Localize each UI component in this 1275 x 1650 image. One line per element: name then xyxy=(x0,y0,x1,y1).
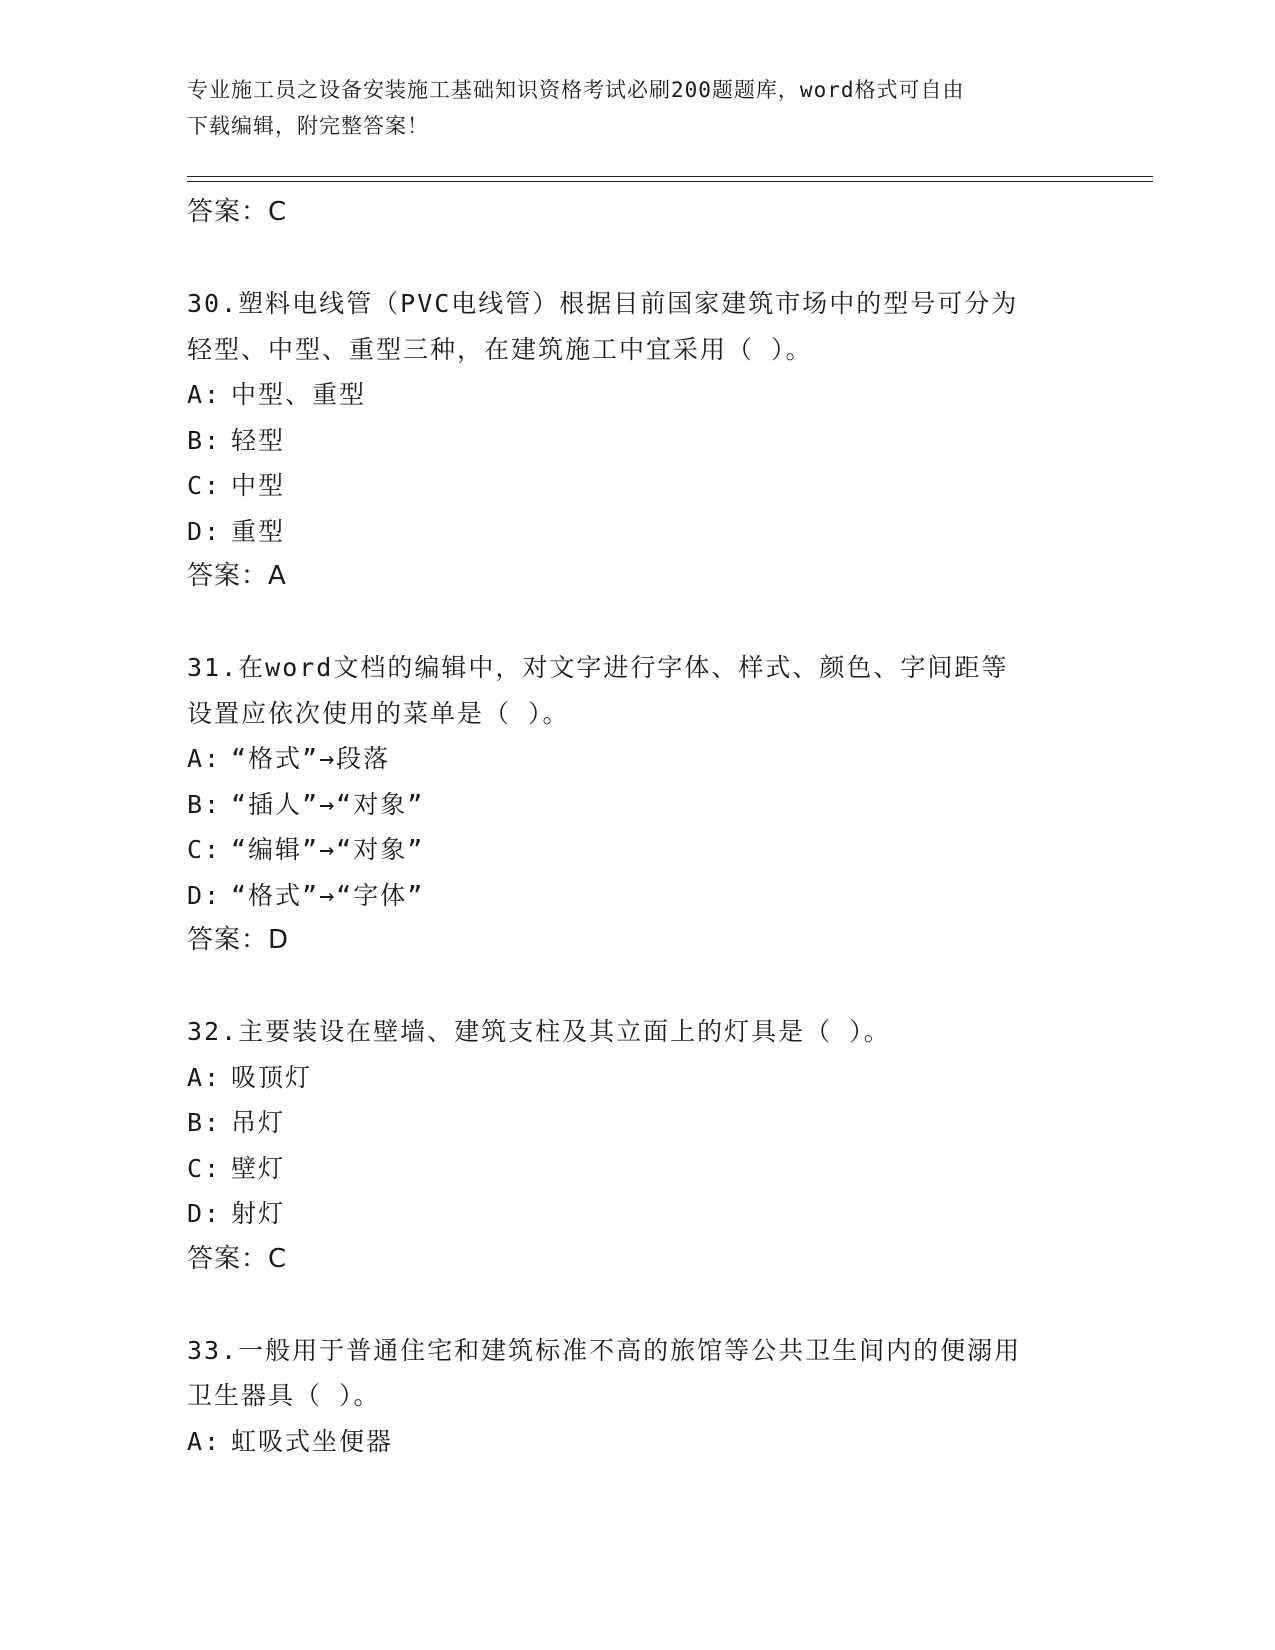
question-stem: 30.塑料电线管（PVC电线管）根据目前国家建筑市场中的型号可分为 xyxy=(187,289,1019,318)
option-text: 重型 xyxy=(231,516,286,546)
question-stem: 33.一般用于普通住宅和建筑标准不高的旅馆等公共卫生间内的便溺用 xyxy=(187,1335,1022,1365)
question-33 xyxy=(187,1328,1087,1465)
option-text: 吸顶灯 xyxy=(231,1062,313,1092)
spacer xyxy=(187,1282,1087,1328)
option-key: D: xyxy=(187,1199,222,1228)
answer: 答案：C xyxy=(187,1243,288,1274)
question-stem: 轻型、中型、重型三种，在建筑施工中宜采用（ ）。 xyxy=(187,334,813,364)
option-key: C: xyxy=(187,471,222,500)
spacer xyxy=(187,236,1087,282)
option-d xyxy=(187,873,1087,919)
option-d xyxy=(187,509,1087,555)
option-a xyxy=(187,372,1087,418)
option-a xyxy=(187,736,1087,782)
option-text: 虹吸式坐便器 xyxy=(231,1426,394,1456)
question-stem: 31.在word文档的编辑中，对文字进行字体、样式、颜色、字间距等 xyxy=(187,653,1009,682)
option-key: B: xyxy=(187,425,222,455)
option-d xyxy=(187,1191,1087,1237)
option-b xyxy=(187,1100,1087,1146)
option-text: 轻型 xyxy=(231,425,286,455)
header-rule-top xyxy=(187,176,1153,177)
spacer xyxy=(187,964,1087,1010)
option-key: D: xyxy=(187,516,222,546)
option-key: D: xyxy=(187,880,222,910)
option-text: 中型、重型 xyxy=(231,380,367,409)
header-line-2: 下载编辑，附完整答案！ xyxy=(187,114,429,138)
option-text: 中型 xyxy=(231,471,286,500)
option-key: A: xyxy=(187,380,222,409)
option-key: A: xyxy=(187,744,222,773)
page-header xyxy=(187,72,1067,144)
option-text: “编辑”→“对象” xyxy=(231,835,425,864)
question-stem: 设置应依次使用的菜单是（ ）。 xyxy=(187,698,570,728)
option-text: “格式”→段落 xyxy=(231,744,391,773)
answer: 答案：A xyxy=(187,561,287,591)
option-text: 壁灯 xyxy=(231,1153,286,1183)
option-a xyxy=(187,1419,1087,1465)
question-stem: 32.主要装设在壁墙、建筑支柱及其立面上的灯具是（ ）。 xyxy=(187,1017,891,1046)
header-rule-bottom xyxy=(187,181,1153,182)
option-text: 吊灯 xyxy=(231,1108,286,1137)
question-list xyxy=(187,190,1087,1464)
option-b xyxy=(187,418,1087,464)
question-31 xyxy=(187,645,1087,964)
option-a xyxy=(187,1055,1087,1101)
option-key: C: xyxy=(187,835,222,864)
answer: 答案：D xyxy=(187,925,290,955)
answer-previous: 答案：C xyxy=(187,197,288,227)
option-text: 射灯 xyxy=(231,1199,286,1228)
question-32 xyxy=(187,1009,1087,1282)
option-b xyxy=(187,782,1087,828)
question-30 xyxy=(187,281,1087,600)
spacer xyxy=(187,600,1087,646)
question-stem: 卫生器具（ ）。 xyxy=(187,1381,381,1410)
option-key: A: xyxy=(187,1062,222,1092)
option-c xyxy=(187,1146,1087,1192)
option-key: A: xyxy=(187,1426,222,1456)
option-key: B: xyxy=(187,789,222,819)
option-c xyxy=(187,827,1087,873)
option-key: B: xyxy=(187,1108,222,1137)
option-text: “插人”→“对象” xyxy=(231,789,425,819)
option-key: C: xyxy=(187,1153,222,1183)
header-line-1: 专业施工员之设备安装施工基础知识资格考试必刷200题题库，word格式可自由 xyxy=(187,78,965,102)
option-c xyxy=(187,463,1087,509)
option-text: “格式”→“字体” xyxy=(231,880,425,910)
